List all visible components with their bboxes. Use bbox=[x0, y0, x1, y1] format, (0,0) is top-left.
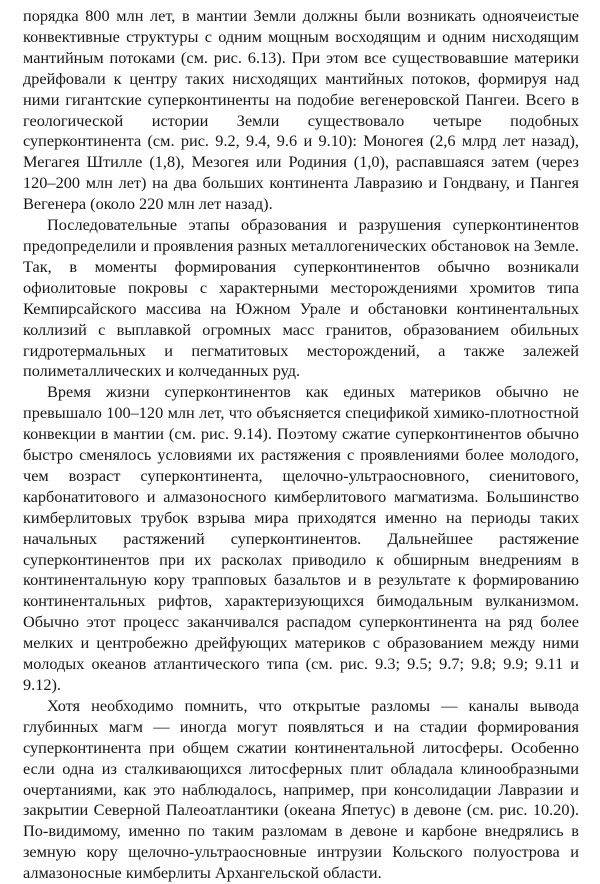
paragraph-supercontinent-lifetime: Время жизни суперконтинентов как единых материков обычно не превышало 100–120 млн лет, что объясняется спецификой химико-плотностной конвекции в мантии (см. рис. 9.14). Поэтому сжатие суперконтинентов обычно быстро сменялось условиями их растяжения с проявлениями более молодого, чем возраст суперконтинента, щелочно-ультраосновного, сиенитового, карбонатитового и алмазоносного кимберлитового магматизма. Большинство кимберлитовых трубок взрыва мира приходятся именно на периоды таких начальных растяжений суперконтинентов. Дальнейшее растяжение суперконтинентов при их расколах приводило к обширным внедрениям в континентальную кору трапповых базальтов и в результате к формированию континентальных рифтов, характеризующихся бимодальным вулканизмом. Обычно этот процесс заканчивался распадом суперконтинента на ряд более мелких и центробежно дрейфующих материков с образованием между ними молодых океанов атлантического типа (см. рис. 9.3; 9.5; 9.7; 9.8; 9.9; 9.11 и 9.12). bbox=[23, 382, 579, 694]
document-page bbox=[23, 6, 579, 884]
paragraph-continued: порядка 800 млн лет, в мантии Земли должны были возникать одноячеистые конвективные структуры с одним мощным восходящим и одним нисходящим мантийным потоками (см. рис. 6.13). При этом все существовавшие материки дрейфовали к центру таких нисходящих мантийных потоков, формируя над ними гигантские суперконтиненты на подобие вегенеровской Пангеи. Всего в геологической истории Земли существовало четыре подобных суперконтинента (см. рис. 9.2, 9.4, 9.6 и 9.10): Моногея (2,6 млрд лет назад), Мегагея Штилле (1,8), Мезогея или Родиния (1,0), распавшаяся затем (через 120–200 млн лет) на два больших континента Лавразию и Гондвану, и Пангея Вегенера (около 220 млн лет назад). bbox=[23, 6, 579, 214]
paragraph-open-faults: Хотя необходимо помнить, что открытые разломы — каналы вывода глубинных магм — иногда могут появляться и на стадии формирования суперконтинента при общем сжатии континентальной литосферы. Особенно если одна из сталкивающихся литосферных плит обладала клинообразными очертаниями, как это наблюдалось, например, при консолидации Лавразии и закрытии Северной Палеоатлантики (океана Япетус) в девоне (см. рис. 10.20). По-видимому, именно по таким разломам в девоне и карбоне внедрялись в земную кору щелочно-ультраосновные интрузии Кольского полуострова и алмазоносные кимберлиты Архангельской области. bbox=[23, 695, 579, 883]
paragraph-supercontinent-metallogeny: Последовательные этапы образования и разрушения суперконтинентов предопределили и проявления разных металлогенических обстановок на Земле. Так, в моменты формирования суперконтинентов обычно возникали офиолитовые покровы с характерными месторождениями хромитов типа Кемпирсайского массива на Южном Урале и обстановки континентальных коллизий с выплавкой огромных масс гранитов, образованием обильных гидротермальных и пегматитовых месторождений, а также залежей полиметаллических и колчеданных руд. bbox=[23, 215, 579, 381]
